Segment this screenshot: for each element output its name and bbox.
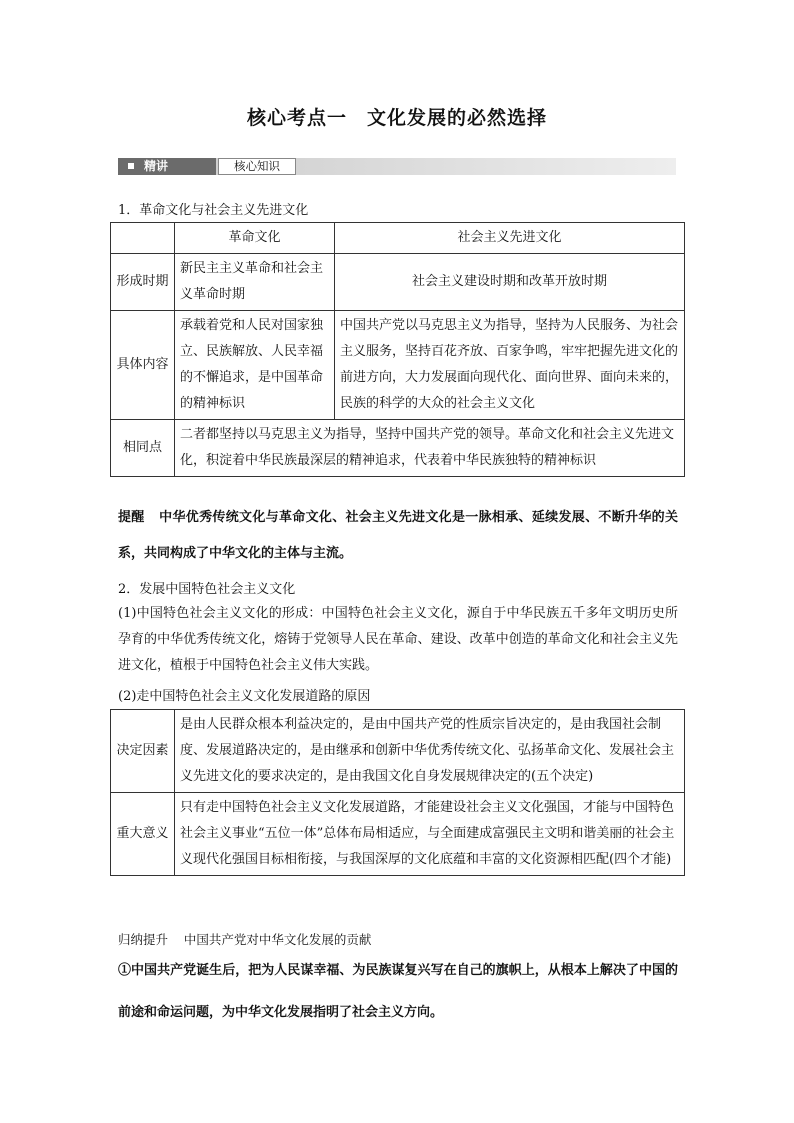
table-cell: 只有走中国特色社会主义文化发展道路，才能建设社会主义文化强国，才能与中国特色社会主义事业“五位一体”总体布局相适应，与全面建成富强民主文明和谐美丽的社会主义现代化强国目标相衔接，与我国深厚的文化底蕴和丰富的文化资源相匹配(四个才能) bbox=[175, 793, 685, 876]
table-header-cell: 社会主义先进文化 bbox=[335, 223, 685, 254]
table-row bbox=[111, 254, 685, 311]
section-banner bbox=[118, 158, 676, 175]
tip-label: 提醒 bbox=[118, 510, 145, 525]
row-label: 形成时期 bbox=[111, 254, 175, 311]
table-row bbox=[111, 793, 685, 876]
square-bullet-icon bbox=[128, 163, 134, 169]
table-header-row bbox=[111, 223, 685, 254]
banner-tab-lecture bbox=[118, 158, 216, 175]
table-cell: 承载着党和人民对国家独立、民族解放、人民幸福的不懈追求，是中国革命的精神标识 bbox=[175, 311, 335, 420]
section1-heading: 1．革命文化与社会主义先进文化 bbox=[118, 203, 309, 218]
tip-text: 中华优秀传统文化与革命文化、社会主义先进文化是一脉相承、延续发展、不断升华的关系，共同构成了中华文化的主体与主流。 bbox=[118, 510, 678, 561]
page-title: 核心考点一 文化发展的必然选择 bbox=[246, 107, 547, 129]
table-row bbox=[111, 710, 685, 793]
table-cell: 中国共产党以马克思主义为指导，坚持为人民服务、为社会主义服务，坚持百花齐放、百家争鸣，牢牢把握先进文化的前进方向，大力发展面向现代化、面向世界、面向未来的，民族的科学的大众的社会主义文化 bbox=[335, 311, 685, 420]
culture-comparison-table bbox=[110, 222, 685, 477]
table-header-cell bbox=[111, 223, 175, 254]
section2-paragraph-1: (1)中国特色社会主义文化的形成：中国特色社会主义文化，源自于中华民族五千多年文明历史所孕育的中华优秀传统文化，熔铸于党领导人民在革命、建设、改革中创造的革命文化和社会主义先进文化，植根于中国特色社会主义伟大实践。 bbox=[118, 606, 678, 673]
section2-paragraph-2: (2)走中国特色社会主义文化发展道路的原因 bbox=[118, 689, 371, 704]
table-row bbox=[111, 311, 685, 420]
row-label: 相同点 bbox=[111, 420, 175, 477]
summary-label: 归纳提升 bbox=[118, 932, 169, 947]
table-header-cell: 革命文化 bbox=[175, 223, 335, 254]
path-reasons-table bbox=[110, 709, 685, 876]
banner-tab-knowledge: 核心知识 bbox=[218, 158, 296, 175]
table-row bbox=[111, 420, 685, 477]
table-cell: 二者都坚持以马克思主义为指导，坚持中国共产党的领导。革命文化和社会主义先进文化，积淀着中华民族最深层的精神追求，代表着中华民族独特的精神标识 bbox=[175, 420, 685, 477]
row-label: 具体内容 bbox=[111, 311, 175, 420]
tip-paragraph bbox=[118, 500, 678, 572]
table-cell: 新民主主义革命和社会主义革命时期 bbox=[175, 254, 335, 311]
summary-text: ①中国共产党诞生后，把为人民谋幸福、为民族谋复兴写在自己的旗帜上，从根本上解决了中国的前途和命运问题，为中华文化发展指明了社会主义方向。 bbox=[118, 963, 678, 1020]
row-label: 决定因素 bbox=[111, 710, 175, 793]
section2-heading: 2．发展中国特色社会主义文化 bbox=[118, 582, 296, 597]
summary-heading bbox=[118, 930, 371, 948]
table-cell: 社会主义建设时期和改革开放时期 bbox=[335, 254, 685, 311]
summary-title: 中国共产党对中华文化发展的贡献 bbox=[183, 932, 372, 947]
row-label: 重大意义 bbox=[111, 793, 175, 876]
banner-tab-lecture-label: 精讲 bbox=[144, 159, 169, 173]
table-cell: 是由人民群众根本利益决定的，是由中国共产党的性质宗旨决定的，是由我国社会制度、发展道路决定的，是由继承和创新中华优秀传统文化、弘扬革命文化、发展社会主义先进文化的要求决定的，是由我国文化自身发展规律决定的(五个决定) bbox=[175, 710, 685, 793]
